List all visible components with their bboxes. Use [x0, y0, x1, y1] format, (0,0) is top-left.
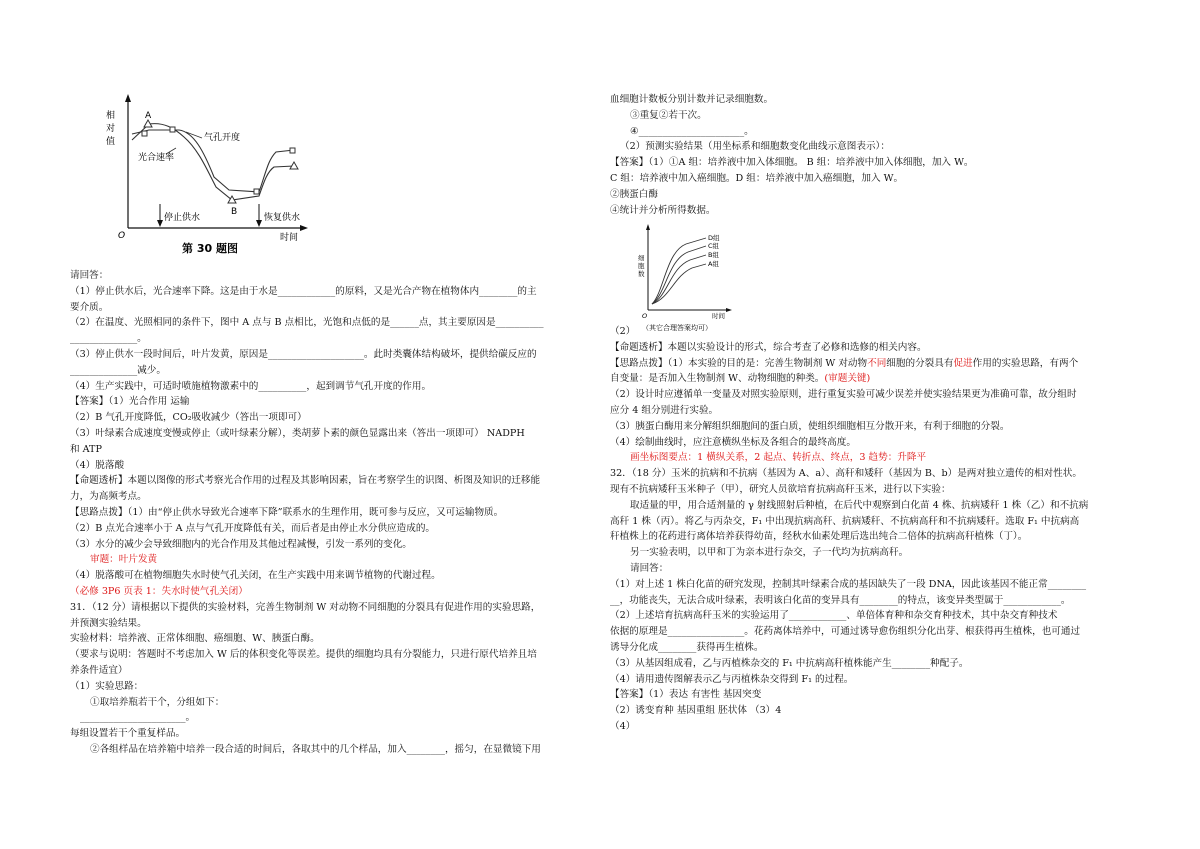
stop-water-label: 停止供水	[164, 213, 201, 223]
point-a-label: A	[145, 111, 152, 121]
answer-line: （3）叶绿素合成速度变慢或停止（或叶绿素分解），类胡萝卜素的颜色显露出来（答出一项即可） NADPH	[70, 427, 525, 439]
x-label: 时间	[712, 312, 725, 320]
question-32-line: 另一实验表明，以甲和丁为亲本进行杂交，子一代均为抗病高秆。	[630, 547, 909, 559]
text-line: 血细胞计数板分别计数并记录细胞数。	[610, 94, 774, 105]
question-32-line: （2）上述培育抗病高秆玉米的实验运用了____________、单倍体育种和杂交育种技术，其中杂交育种技术	[610, 610, 1058, 622]
question-32-line: 诱导分化成________获得再生植株。	[610, 641, 764, 653]
question-32-line: 依据的原理是________________。花药离体培养中，可通过诱导愈伤组织分化出芽、根获得再生植株，也可通过	[610, 626, 1081, 638]
answer-line: C 组：培养液中加入癌细胞。D 组：培养液中加入癌细胞，加入 W。	[610, 172, 904, 184]
right-column-bottom	[610, 324, 1140, 735]
figure-caption: （其它合理答案均可）	[642, 324, 712, 332]
text-line: 要介质。	[70, 301, 109, 313]
hint-part: 自变量：是否加入生物制剂 W、动物细胞的种类。	[610, 373, 825, 385]
question-32-line: 取适量的甲，用合适剂量的 γ 射线照射后种植，在后代中观察到白化苗 4 株、抗病矮秆 1 株（乙）和不抗病	[630, 499, 1089, 511]
text-line: （2）	[610, 326, 636, 337]
question-31-line: 养条件适宜）	[70, 664, 128, 676]
text-line: ③重复②若干次。	[630, 109, 707, 121]
origin-label: O	[642, 312, 648, 320]
series-label-b: B组	[708, 251, 719, 259]
textbook-note: （必修 3P6 页表 1：失水时使气孔关闭）	[70, 585, 248, 597]
figure-30	[104, 92, 314, 266]
question-31-line: 并预测实验结果。	[70, 617, 147, 629]
hint-line	[610, 356, 1140, 372]
text-line: 请回答：	[70, 270, 109, 281]
hint-line: （2）设计时应遵循单一变量及对照实验原则，进行重复实验可减少误差并使实验结果更为准确可靠，故分组时	[610, 389, 1077, 401]
y-label-2: 胞	[638, 262, 645, 270]
answer-line: 【答案】（1）光合作用 运输	[70, 396, 190, 408]
question-32-line: 32．（18 分）玉米的抗病和不抗病（基因为 A、a）、高秆和矮秆（基因为 B、b）是两对独立遗传的相对性状。	[610, 468, 1082, 480]
answer-line: ④统计并分析所得数据。	[610, 204, 716, 216]
text-line: ④______________________。	[630, 125, 754, 137]
analysis-line: 【命题透析】本题以图像的形式考察光合作用的过程及其影响因素，旨在考察学生的识图、析图及知识的迁移能	[70, 475, 541, 487]
series-label-c: C组	[708, 242, 720, 250]
marker	[254, 189, 259, 194]
y-label-1: 细	[638, 254, 645, 262]
question-31-line: 每组设置若干个重复样品。	[70, 728, 186, 740]
question-31-line: 实验材料：培养液、正常体细胞、癌细胞、W、胰蛋白酶。	[70, 633, 320, 645]
answer-line: 【答案】（1）表达 有害性 基因突变	[610, 689, 762, 701]
figure-caption: 第 30 题图	[182, 242, 238, 255]
question-32-line: （3）从基因组成看，乙与丙植株杂交的 F₁ 中抗病高秆植株能产生________种配子。	[610, 657, 969, 669]
answer-line: （2）诱变育种 基因重组 胚状体 （3）4	[610, 705, 782, 717]
question-32-line: （4）请用遗传图解表示乙与丙植株杂交得到 F₁ 的过程。	[610, 673, 854, 685]
right-column-top	[610, 92, 1140, 218]
x-label: 时间	[280, 233, 299, 243]
hint-line	[610, 371, 1140, 387]
hint-line: 【思路点拨】（1）由“停止供水导致光合速率下降”联系水的生理作用，既可参与反应，又可运输物质。	[70, 506, 504, 518]
highlight-different: 不同	[867, 357, 887, 369]
question-32-line: 高秆 1 株（丙）。将乙与丙杂交，F₁ 中出现抗病高秆、抗病矮秆、不抗病高秆和不抗病矮秆。选取 F₁ 中抗病高	[610, 515, 1080, 527]
answer-line: （4）	[610, 720, 636, 732]
text-line: ______________。	[70, 333, 147, 345]
text-line: （2）在温度、光照相同的条件下，图中 A 点与 B 点相比，光饱和点低的是______点，其主要原因是__________	[70, 317, 544, 329]
left-column	[70, 268, 590, 758]
question-31-line: 31．（12 分）请根据以下提供的实验材料，完善生物制剂 W 对动物不同细胞的分裂具有促进作用的实验思路，	[70, 601, 541, 613]
analysis-line: 力，为高频考点。	[70, 491, 147, 503]
hint-line: （3）水分的减少会导致细胞内的光合作用及其他过程减慢，引发一系列的变化。	[70, 538, 412, 550]
marker	[142, 131, 147, 136]
text-line: ______________减少。	[70, 364, 166, 376]
hint-line: （4）脱落酸可在植物细胞失水时使气孔关闭，在生产实践中用来调节植物的代谢过程。	[70, 570, 441, 582]
hint-part: 【思路点拨】（1）本实验的目的是：完善生物制剂 W 对动物	[610, 357, 868, 369]
question-31-line: ______________________。	[80, 712, 196, 724]
y-label-1: 相	[106, 111, 116, 121]
resume-water-label: 恢复供水	[264, 213, 301, 223]
series-label-a: A组	[708, 260, 719, 268]
question-32-line: （1）对上述 1 株白化苗的研究发现，控制其叶绿素合成的基因缺失了一段 DNA，因此该基因不能正常________	[610, 578, 1087, 590]
analysis-line: 【命题透析】本题以实验设计的形式，综合考查了必修和选修的相关内容。	[610, 341, 927, 353]
graph-tips: 画坐标图要点：1 横纵关系，2 起点、转折点、终点，3 趋势：升降平	[630, 452, 927, 464]
question-31-line: ①取培养瓶若干个，分组如下：	[90, 696, 225, 708]
hint-part: 作用的实验思路，有两个	[972, 357, 1079, 369]
photo-label: 光合速率	[138, 153, 175, 163]
question-31-line: （1）实验思路：	[70, 680, 144, 692]
text-line: （3）停止供水一段时间后，叶片发黄，原因是____________________。此时类囊体结构破坏，提供给碳反应的	[70, 348, 537, 360]
hint-line: （3）胰蛋白酶用来分解组织细胞间的蛋白质，使组织细胞相互分散开来，有利于细胞的分裂。	[610, 420, 1010, 432]
answer-line: 【答案】（1）①A 组：培养液中加入体细胞。 B 组：培养液中加入体细胞，加入 W。	[610, 157, 974, 169]
y-label-3: 值	[106, 137, 116, 147]
stomata-label: 气孔开度	[204, 133, 241, 143]
answer-line: 和 ATP	[70, 443, 102, 455]
hint-part: 细胞的分裂具有	[886, 357, 954, 369]
question-31-line: （要求与说明：答题时不考虑加入 W 后的体积变化等误差。提供的细胞均具有分裂能力，只进行原代培养且培	[70, 649, 537, 661]
text-line: （2）预测实验结果（用坐标系和细胞数变化曲线示意图表示）：	[620, 141, 890, 153]
answer-line: （4）脱落酸	[70, 459, 125, 471]
y-label-3: 数	[638, 270, 645, 278]
y-label-2: 对	[106, 124, 116, 134]
question-32-line: __，功能丧失，无法合成叶绿素，表明该白化苗的变异具有________的特点，该变异类型属于____________。	[610, 594, 1071, 606]
cell-count-figure	[636, 222, 736, 334]
hint-line: 应分 4 组分别进行实验。	[610, 404, 719, 416]
question-32-line: 现有不抗病矮秆玉米种子（甲），研究人员欲培育抗病高秆玉米，进行以下实验：	[610, 483, 951, 495]
hint-line: （4）绘制曲线时，应注意横纵坐标及各组合的最终高度。	[610, 436, 856, 448]
text-line: （1）停止供水后，光合速率下降。这是由于水是____________的原料，又是光合产物在植物体内________的主	[70, 285, 537, 297]
highlight-key: (审题关键)	[824, 373, 871, 385]
text-line: （4）生产实践中，可适时喷施植物激素中的__________，起到调节气孔开度的作用。	[70, 380, 432, 392]
marker	[170, 127, 175, 132]
hint-line: （2）B 点光合速率小于 A 点与气孔开度降低有关，而后者是由停止水分供应造成的。	[70, 522, 436, 534]
answer-line: （2）B 气孔开度降低，CO₂吸收减少（答出一项即可）	[70, 412, 307, 424]
answer-line: ②胰蛋白酶	[610, 188, 658, 200]
review-note: 审题：叶片发黄	[90, 554, 158, 566]
question-32-line: 秆植株上的花药进行离体培养获得幼苗，经秋水仙素处理后选出纯合二倍体的抗病高秆植株（丁）。	[610, 531, 1028, 543]
series-label-d: D组	[708, 234, 720, 242]
question-32-line: 请回答：	[630, 562, 669, 574]
highlight-promote: 促进	[953, 357, 973, 369]
point-b-label: B	[231, 207, 238, 217]
marker	[290, 148, 295, 153]
origin-label: O	[118, 231, 126, 241]
question-31-line: ②各组样品在培养箱中培养一段合适的时间后，各取其中的几个样品，加入________，摇匀，在显微镜下用	[90, 743, 541, 755]
